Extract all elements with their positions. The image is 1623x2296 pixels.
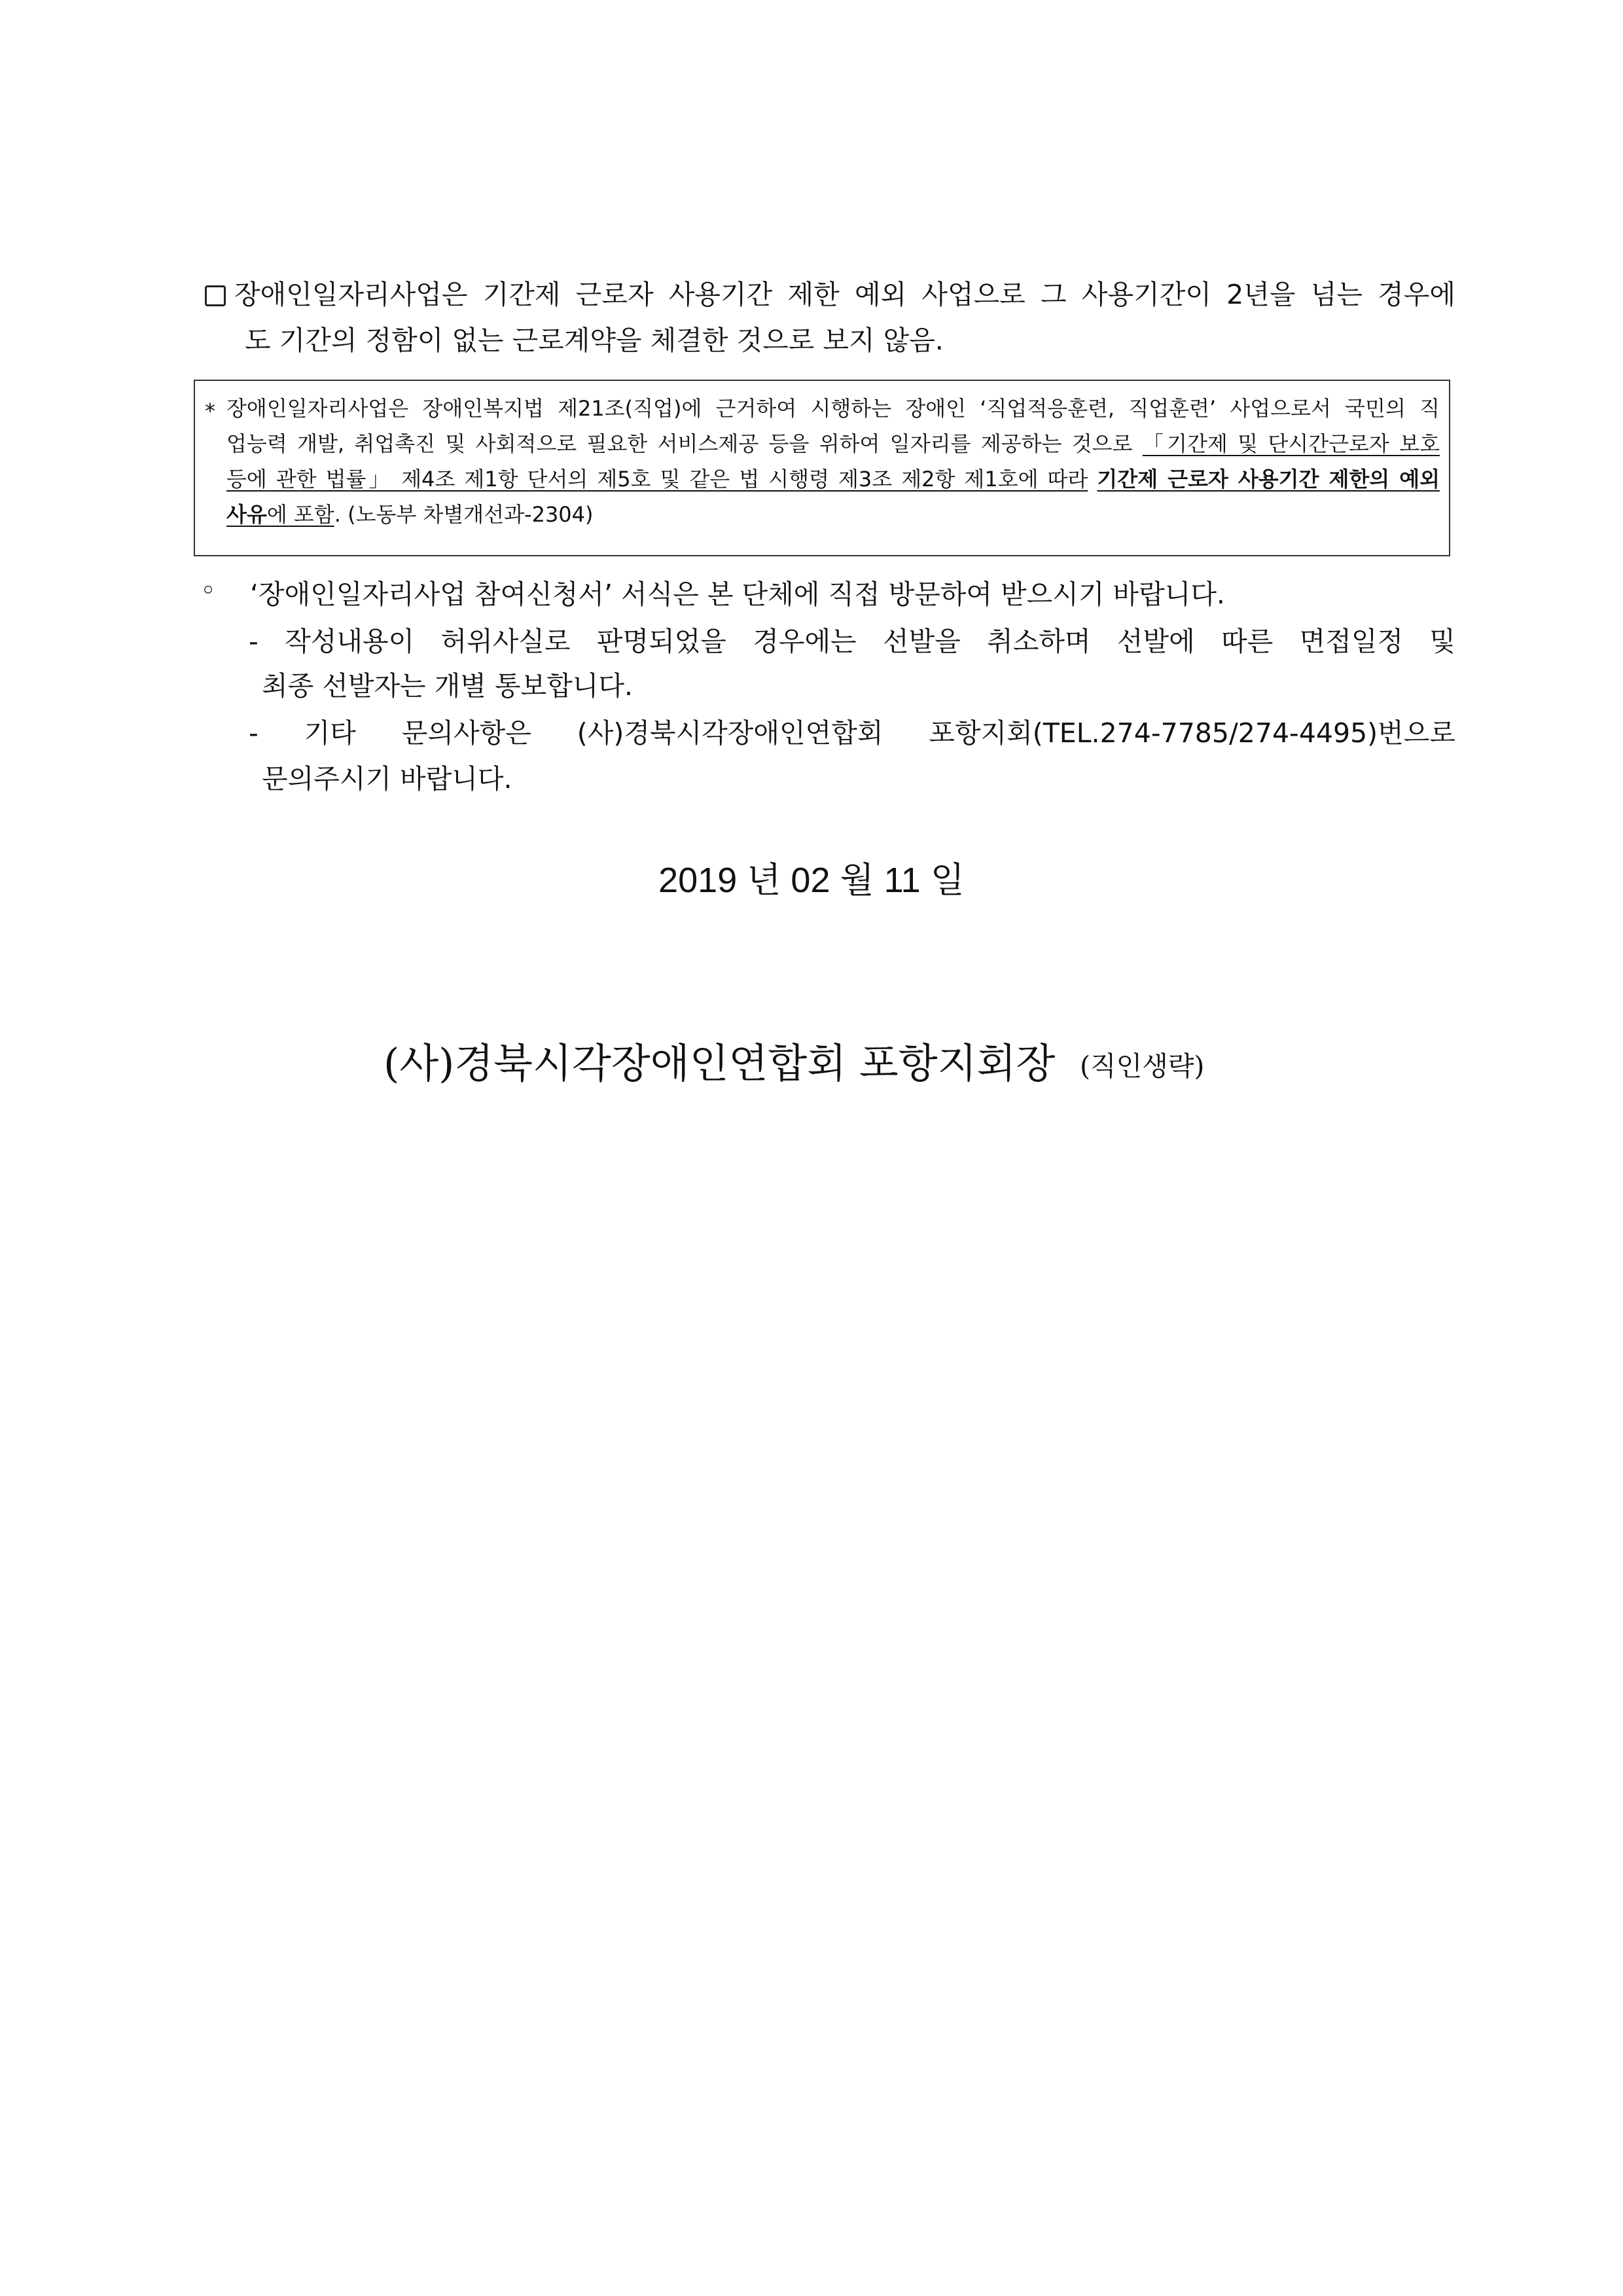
item2-line-2: 문의주시기 바랍니다.: [262, 763, 512, 795]
note-line-2-text: 업능력 개발, 취업촉진 및 사회적으로 필요한 서비스제공 등을 위하여 일자리를 제공하는 것으로: [226, 431, 1143, 456]
note-line-1: 장애인일자리사업은 장애인복지법 제21조(직업)에 근거하여 시행하는 장애인 ‘직업적응훈련, 직업훈련’ 사업으로서 국민의 직: [226, 396, 1440, 421]
note-line-3-bold: 기간제 근로자 사용기간 제한의 예외: [1097, 467, 1440, 492]
note-star: *: [205, 399, 215, 423]
item1-line-2: 최종 선발자는 개별 통보합니다.: [262, 670, 633, 702]
item1-line-1: - 작성내용이 허위사실로 판명되었을 경우에는 선발을 취소하며 선발에 따른 면접일정 및: [249, 626, 1455, 657]
note-line-3: [226, 465, 1440, 493]
checkbox-square-icon: [205, 285, 226, 306]
signature-organization: (사)경북시각장애인연합회 포항지회장: [383, 1039, 1056, 1087]
document-date: 2019 년 02 월 11 일: [658, 861, 965, 900]
note-line-4-bold: 사유: [226, 502, 267, 527]
seal-omitted-note: (직인생략): [1080, 1050, 1205, 1082]
item2-line-1: - 기타 문의사항은 (사)경북시각장애인연합회 포항지회(TEL.274-7785/274-4495)번으로: [249, 717, 1455, 749]
notice-line-1: 장애인일자리사업은 기간제 근로자 사용기간 제한 예외 사업으로 그 사용기간이 2년을 넘는 경우에: [234, 279, 1455, 310]
note-line-3-underlined: 등에 관한 법률」 제4조 제1항 단서의 제5호 및 같은 법 시행령 제3조 제2항 제1호에 따라: [226, 467, 1088, 492]
note-line-2: [226, 429, 1440, 458]
note-line-4-underlined: 에 포함: [266, 502, 334, 527]
bullet-icon: ◦: [200, 575, 217, 606]
note-line-4-ref: . (노동부 차별개선과-2304): [334, 502, 594, 527]
application-form-line: ‘장애인일자리사업 참여신청서’ 서식은 본 단체에 직접 방문하여 받으시기 바랍니다.: [250, 579, 1225, 610]
note-law-title-underlined: 「기간제 및 단시간근로자 보호: [1142, 431, 1440, 456]
note-line-4: [226, 500, 594, 529]
notice-line-2: 도 기간의 정함이 없는 근로계약을 체결한 것으로 보지 않음.: [245, 325, 944, 356]
